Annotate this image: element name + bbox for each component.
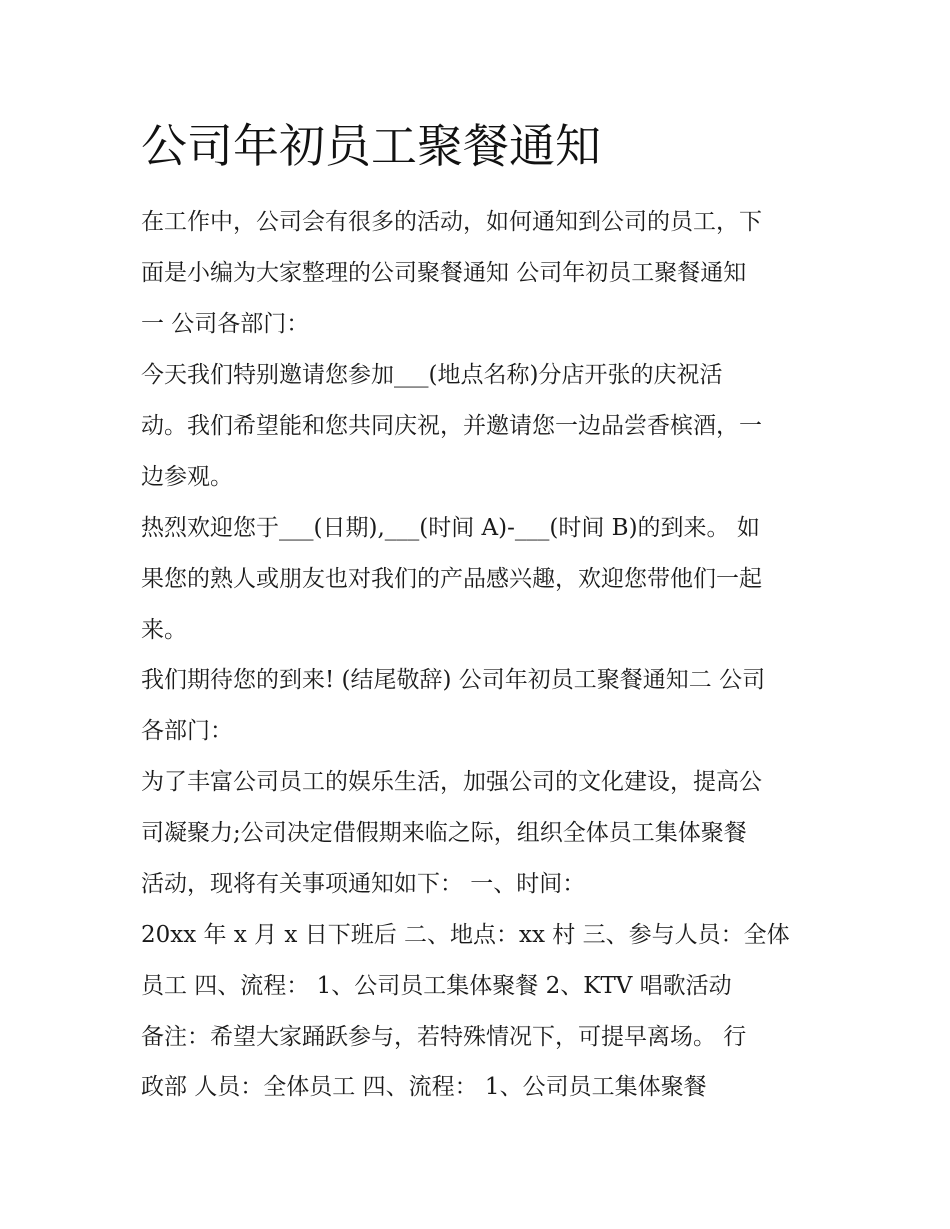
body-line: 为了丰富公司员工的娱乐生活，加强公司的文化建设，提高公	[141, 769, 762, 795]
body-line: 来。	[141, 617, 187, 643]
body-line: 动。我们希望能和您共同庆祝，并邀请您一边品尝香槟酒，一	[141, 413, 762, 439]
body-line: 面是小编为大家整理的公司聚餐通知 公司年初员工聚餐通知	[141, 260, 747, 286]
body-line: 司凝聚力;公司决定借假期来临之际，组织全体员工集体聚餐	[141, 820, 747, 846]
body-line: 边参观。	[141, 464, 233, 490]
body-line: 各部门：	[141, 718, 233, 744]
body-line: 今天我们特别邀请您参加___(地点名称)分店开张的庆祝活	[141, 362, 723, 388]
body-line: 备注：希望大家踊跃参与，若特殊情况下，可提早离场。 行	[141, 1024, 747, 1050]
document-title: 公司年初员工聚餐通知	[141, 119, 601, 173]
body-line: 一 公司各部门：	[141, 311, 310, 337]
body-line: 活动，现将有关事项通知如下： 一、时间：	[141, 871, 586, 897]
body-line: 在工作中，公司会有很多的活动，如何通知到公司的员工，下	[141, 209, 762, 235]
body-line: 员工 四、流程： 1、公司员工集体聚餐 2、KTV 唱歌活动	[141, 973, 732, 999]
body-line: 20xx 年 x 月 x 日下班后 二、地点：xx 村 三、参与人员：全体	[141, 922, 790, 948]
body-line: 我们期待您的到来! (结尾敬辞) 公司年初员工聚餐通知二 公司	[141, 667, 766, 693]
body-line: 政部 人员：全体员工 四、流程： 1、公司员工集体聚餐	[141, 1074, 707, 1100]
body-line: 热烈欢迎您于___(日期),___(时间 A)-___(时间 B)的到来。 如	[141, 515, 760, 541]
body-line: 果您的熟人或朋友也对我们的产品感兴趣，欢迎您带他们一起	[141, 566, 762, 592]
